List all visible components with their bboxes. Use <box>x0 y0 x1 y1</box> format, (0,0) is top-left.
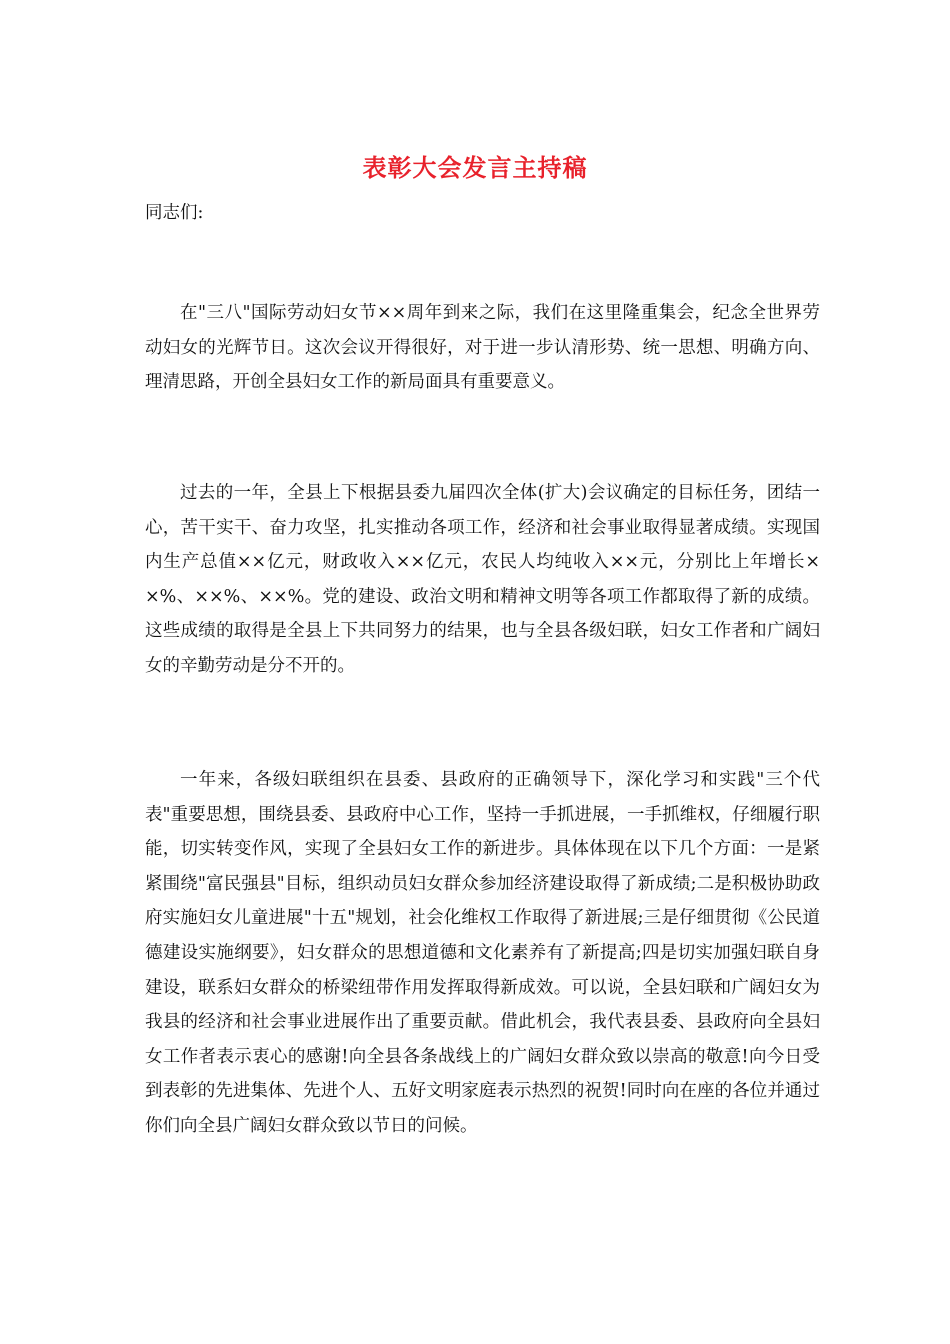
paragraph-1: 在"三八"国际劳动妇女节××周年到来之际，我们在这里隆重集会，纪念全世界劳动妇女的光辉节日。这次会议开得很好，对于进一步认清形势、统一思想、明确方向、理清思路，开创全县妇女工作的新局面具有重要意义。 <box>145 303 820 393</box>
paragraph-3: 一年来，各级妇联组织在县委、县政府的正确领导下，深化学习和实践"三个代表"重要思想，围绕县委、县政府中心工作，坚持一手抓进展，一手抓维权，仔细履行职能，切实转变作风，实现了全县妇女工作的新进步。具体体现在以下几个方面：一是紧紧围绕"富民强县"目标，组织动员妇女群众参加经济建设取得了新成绩;二是积极协助政府实施妇女儿童进展"十五"规划，社会化维权工作取得了新进展;三是仔细贯彻《公民道德建设实施纲要》，妇女群众的思想道德和文化素养有了新提高;四是切实加强妇联自身建设，联系妇女群众的桥梁纽带作用发挥取得新成效。可以说，全县妇联和广阔妇女为我县的经济和社会事业进展作出了重要贡献。借此机会，我代表县委、县政府向全县妇女工作者表示衷心的感谢!向全县各条战线上的广阔妇女群众致以崇高的敬意!向今日受到表彰的先进集体、先进个人、五好文明家庭表示热烈的祝贺!同时向在座的各位并通过你们向全县广阔妇女群众致以节日的问候。 <box>145 770 820 1136</box>
salutation: 同志们: <box>145 203 204 223</box>
paragraph-2: 过去的一年，全县上下根据县委九届四次全体(扩大)会议确定的目标任务，团结一心，苦干实干、奋力攻坚，扎实推动各项工作，经济和社会事业取得显著成绩。实现国内生产总值××亿元，财政收入××亿元，农民人均纯收入××元，分别比上年增长××%、××%、××%。党的建设、政治文明和精神文明等各项工作都取得了新的成绩。这些成绩的取得是全县上下共同努力的结果，也与全县各级妇联，妇女工作者和广阔妇女的辛勤劳动是分不开的。 <box>145 483 820 676</box>
document-title: 表彰大会发言主持稿 <box>362 153 588 182</box>
